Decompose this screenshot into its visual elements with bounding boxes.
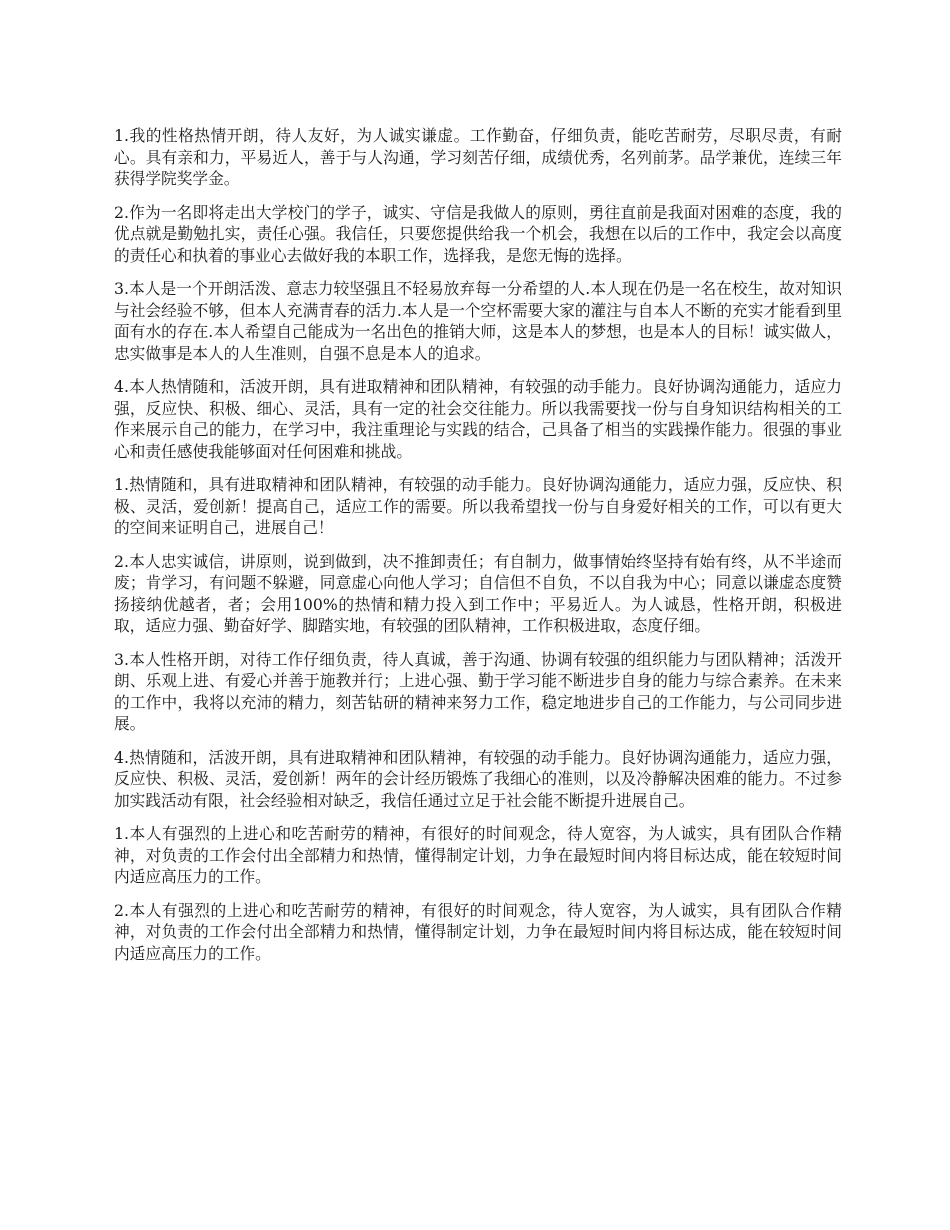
document-body	[114, 125, 842, 976]
paragraph: 4.本人热情随和，活波开朗，具有进取精神和团队精神，有较强的动手能力。良好协调沟通能力，适应力强，反应快、积极、细心、灵活，具有一定的社会交往能力。所以我需要找一份与自身知识结构相关的工作来展示自己的能力，在学习中，我注重理论与实践的结合，己具备了相当的实践操作能力。很强的事业心和责任感使我能够面对任何困难和挑战。	[114, 377, 842, 461]
paragraph: 1.本人有强烈的上进心和吃苦耐劳的精神，有很好的时间观念，待人宽容，为人诚实，具有团队合作精神，对负责的工作会付出全部精力和热情，懂得制定计划，力争在最短时间内将目标达成，能在较短时间内适应高压力的工作。	[114, 824, 842, 886]
paragraph: 1.热情随和，具有进取精神和团队精神，有较强的动手能力。良好协调沟通能力，适应力强，反应快、积极、灵活，爱创新！提高自己，适应工作的需要。所以我希望找一份与自身爱好相关的工作，可以有更大的空间来证明自己，进展自己！	[114, 475, 842, 537]
paragraph: 2.本人有强烈的上进心和吃苦耐劳的精神，有很好的时间观念，待人宽容，为人诚实，具有团队合作精神，对负责的工作会付出全部精力和热情，懂得制定计划，力争在最短时间内将目标达成，能在较短时间内适应高压力的工作。	[114, 900, 842, 963]
paragraph: 3.本人性格开朗，对待工作仔细负责，待人真诚，善于沟通、协调有较强的组织能力与团队精神；活泼开朗、乐观上进、有爱心并善于施教并行；上进心强、勤于学习能不断进步自身的能力与综合素养。在未来的工作中，我将以充沛的精力，刻苦钻研的精神来努力工作，稳定地进步自己的工作能力，与公司同步进展。	[114, 649, 842, 733]
paragraph: 1.我的性格热情开朗，待人友好，为人诚实谦虚。工作勤奋，仔细负责，能吃苦耐劳，尽职尽责，有耐心。具有亲和力，平易近人，善于与人沟通，学习刻苦仔细，成绩优秀，名列前茅。品学兼优，连续三年获得学院奖学金。	[114, 126, 842, 188]
paragraph: 3.本人是一个开朗活泼、意志力较坚强且不轻易放弃每一分希望的人.本人现在仍是一名在校生，故对知识与社会经验不够，但本人充满青春的活力.本人是一个空杯需要大家的灌注与自本人不断的充实才能看到里面有水的存在.本人希望自己能成为一名出色的推销大师，这是本人的梦想，也是本人的目标！诚实做人，忠实做事是本人的人生准则，自强不息是本人的追求。	[114, 279, 842, 363]
paragraph: 2.本人忠实诚信，讲原则，说到做到，决不推卸责任；有自制力，做事情始终坚持有始有终，从不半途而废；肯学习，有问题不躲避，同意虚心向他人学习；自信但不自负，不以自我为中心；同意以谦虚态度赞扬接纳优越者，者；会用100%的热情和精力投入到工作中；平易近人。为人诚恳，性格开朗，积极进取，适应力强、勤奋好学、脚踏实地，有较强的团队精神，工作积极进取，态度仔细。	[114, 551, 842, 635]
paragraph: 4.热情随和，活波开朗，具有进取精神和团队精神，有较强的动手能力。良好协调沟通能力，适应力强，反应快、积极、灵活，爱创新！两年的会计经历锻炼了我细心的准则，以及冷静解决困难的能力。不过参加实践活动有限，社会经验相对缺乏，我信任通过立足于社会能不断提升进展自己。	[114, 747, 842, 810]
paragraph: 2.作为一名即将走出大学校门的学子，诚实、守信是我做人的原则，勇往直前是我面对困难的态度，我的优点就是勤勉扎实，责任心强。我信任，只要您提供给我一个机会，我想在以后的工作中，我定会以高度的责任心和执着的事业心去做好我的本职工作，选择我，是您无悔的选择。	[114, 202, 842, 265]
